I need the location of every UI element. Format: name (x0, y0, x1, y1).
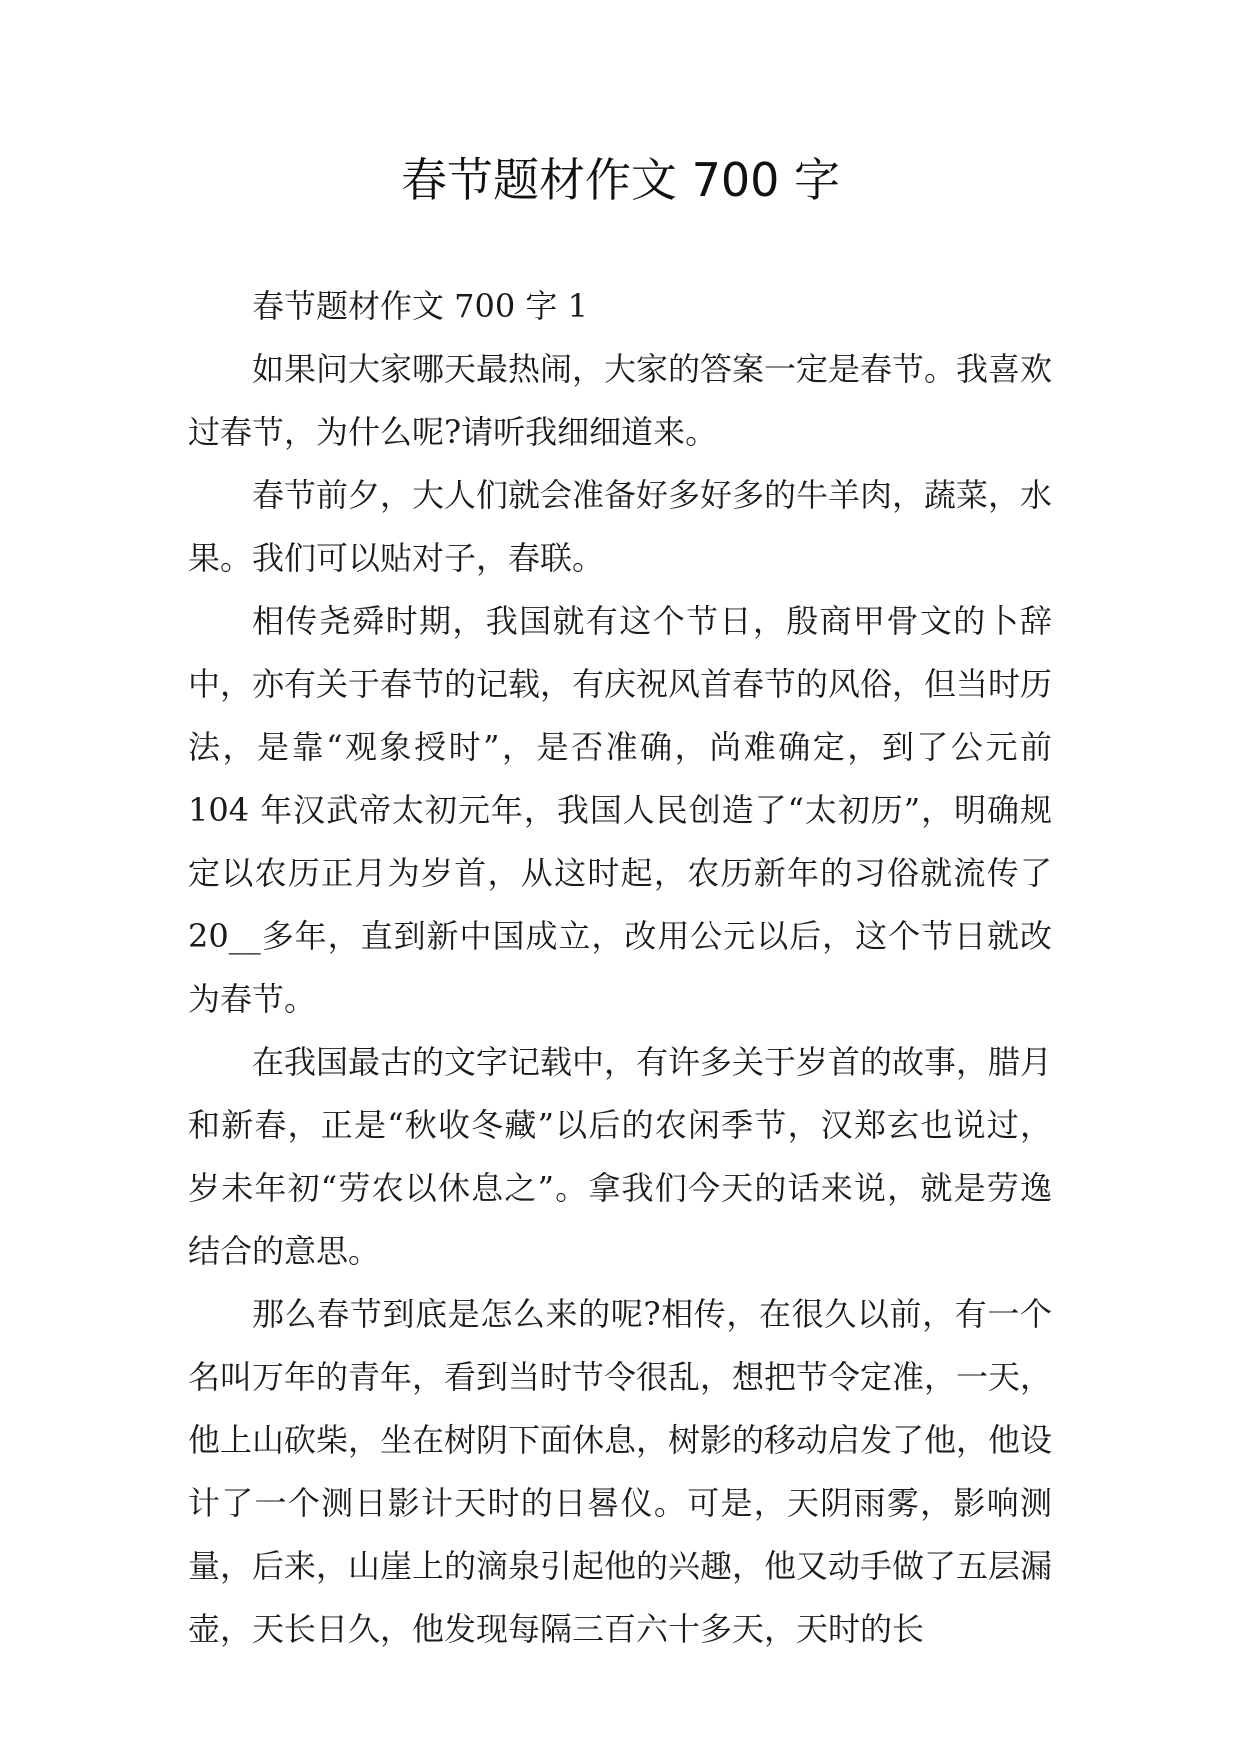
document-body (188, 275, 1052, 1661)
document-title: 春节题材作文 700 字 (400, 153, 841, 207)
paragraph: 春节前夕，大人们就会准备好多好多的牛羊肉，蔬菜，水果。我们可以贴对子，春联。 (188, 476, 1053, 577)
paragraph: 那么春节到底是怎么来的呢?相传，在很久以前，有一个名叫万年的青年，看到当时节令很乱，想把节令定准，一天，他上山砍柴，坐在树阴下面休息，树影的移动启发了他，他设计了一个测日影计天时的日晷仪。可是，天阴雨雾，影响测量，后来，山崖上的滴泉引起他的兴趣，他又动手做了五层漏壶，天长日久，他发现每隔三百六十多天，天时的长 (188, 1295, 1053, 1648)
paragraph: 相传尧舜时期，我国就有这个节日，殷商甲骨文的卜辞中，亦有关于春节的记载，有庆祝风首春节的风俗，但当时历法，是靠“观象授时”，是否准确，尚难确定，到了公元前 104 年汉武帝太初元年，我国人民创造了“太初历”，明确规定以农历正月为岁首，从这时起，农历新年的习俗就流传了 20__多年，直到新中国成立，改用公元以后，这个节日就改为春节。 (188, 602, 1053, 1018)
paragraph: 如果问大家哪天最热闹，大家的答案一定是春节。我喜欢过春节，为什么呢?请听我细细道来。 (188, 350, 1053, 451)
paragraph: 在我国最古的文字记载中，有许多关于岁首的故事，腊月和新春，正是“秋收冬藏”以后的农闲季节，汉郑玄也说过，岁未年初“劳农以休息之”。拿我们今天的话来说，就是劳逸结合的意思。 (188, 1043, 1053, 1270)
section-subtitle: 春节题材作文 700 字 1 (252, 287, 588, 325)
